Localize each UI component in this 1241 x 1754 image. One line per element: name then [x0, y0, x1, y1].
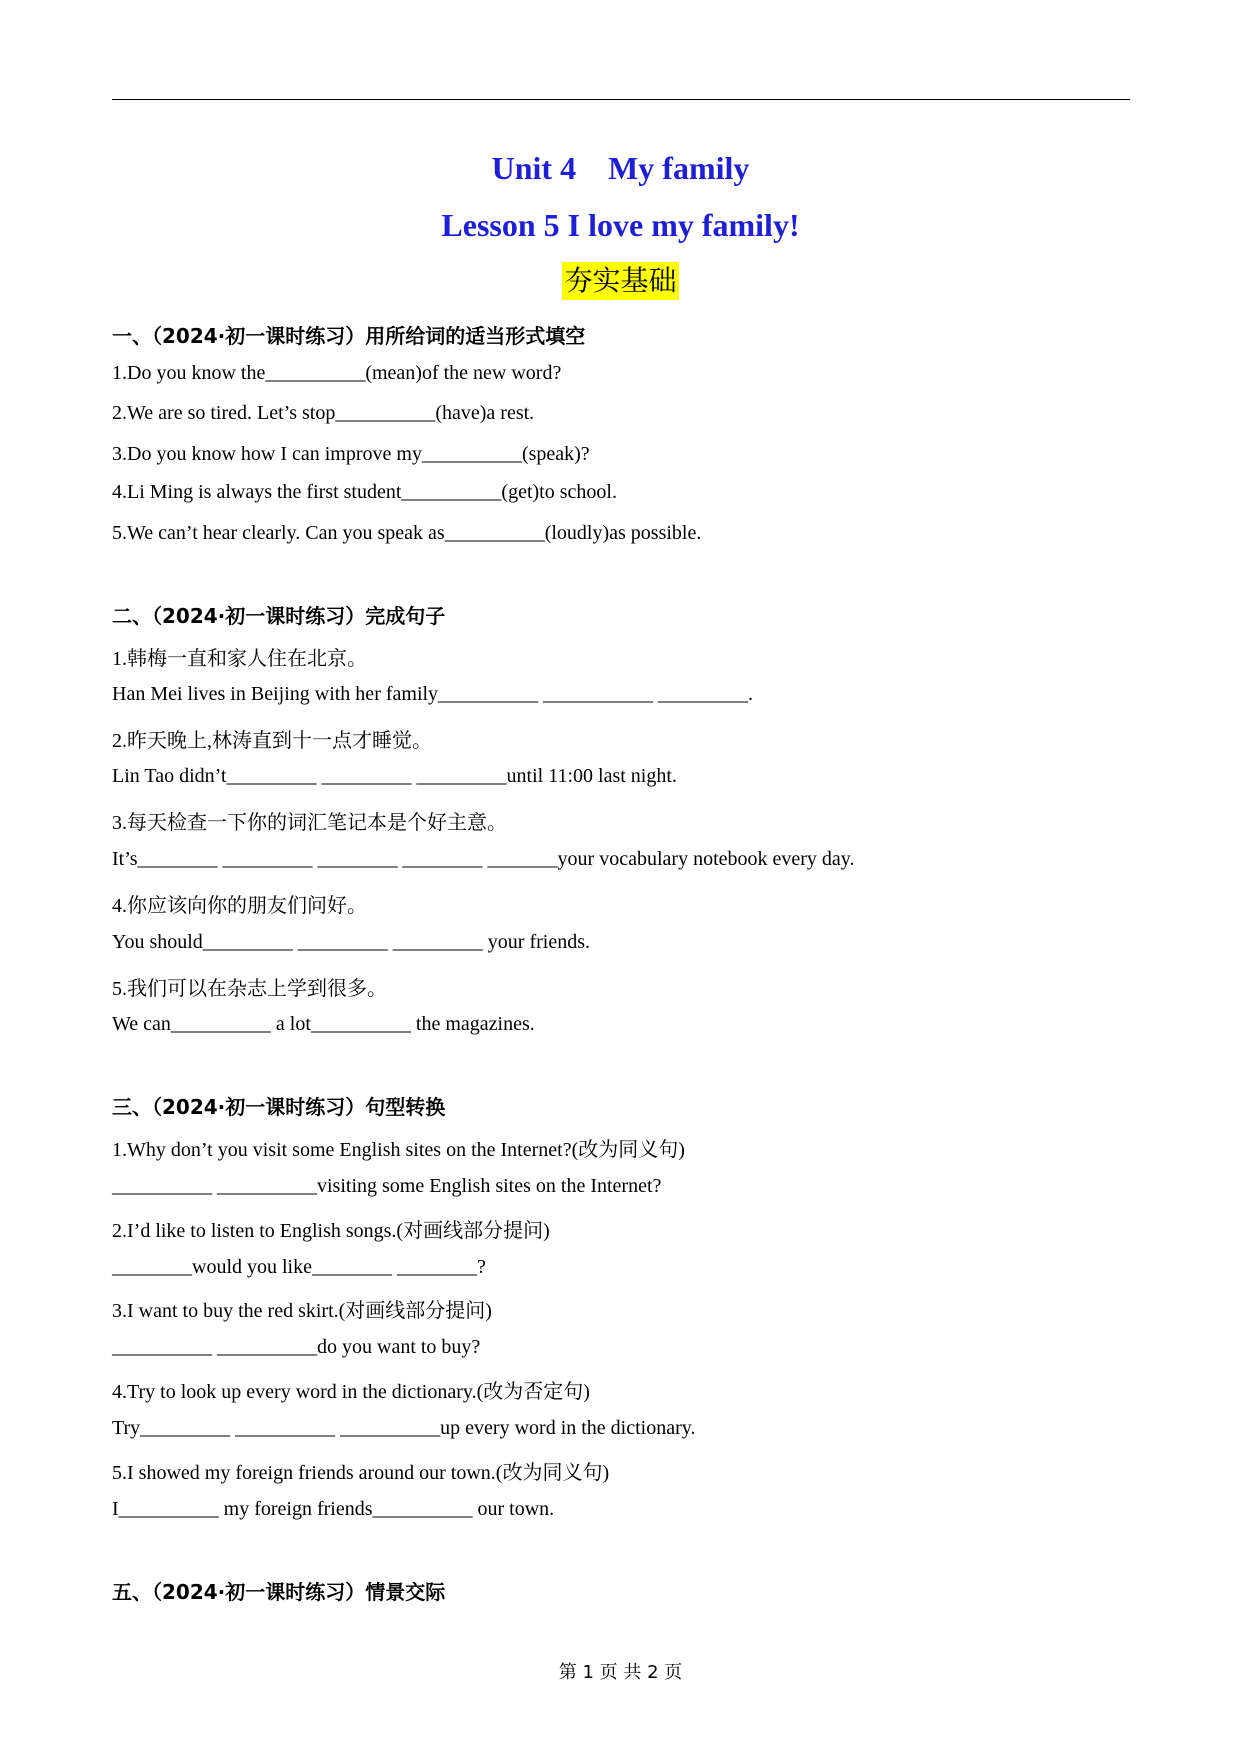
level-badge: 夯实基础 [562, 262, 678, 300]
exercise-line: 1.韩梅一直和家人住在北京。 [112, 648, 367, 670]
exercise-line: Han Mei lives in Beijing with her family__________ ___________ _________. [112, 683, 754, 705]
exercise-line: 3.I want to buy the red skirt.(对画线部分提问) [112, 1300, 492, 1322]
exercise-line: You should_________ _________ _________ your friends. [112, 931, 590, 953]
exercise-line: __________ __________visiting some English sites on the Internet? [112, 1175, 662, 1197]
exercise-line: 2.昨天晚上,林涛直到十一点才睡觉。 [112, 730, 432, 752]
exercise-line: It’s________ _________ ________ ________ _______your vocabulary notebook every day. [112, 848, 855, 870]
exercise-line: 1.Why don’t you visit some English sites on the Internet?(改为同义句) [112, 1139, 685, 1161]
section1-heading: 一、（2024·初一课时练习）用所给词的适当形式填空 [112, 324, 586, 348]
exercise-line: I__________ my foreign friends__________ our town. [112, 1498, 555, 1520]
exercise-line: ________would you like________ ________? [112, 1256, 486, 1278]
exercise-line: Try_________ __________ __________up every word in the dictionary. [112, 1417, 696, 1439]
exercise-line: 2.We are so tired. Let’s stop__________(have)a rest. [112, 402, 535, 424]
header-rule [112, 99, 1130, 100]
exercise-line: 4.Try to look up every word in the dictionary.(改为否定句) [112, 1381, 590, 1403]
exercise-line: Lin Tao didn’t_________ _________ _________until 11:00 last night. [112, 765, 677, 787]
lesson-title: Lesson 5 I love my family! [441, 207, 800, 243]
exercise-line: 5.We can’t hear clearly. Can you speak as__________(loudly)as possible. [112, 522, 702, 544]
exercise-line: We can__________ a lot__________ the magazines. [112, 1013, 535, 1035]
section2-heading: 二、（2024·初一课时练习）完成句子 [112, 604, 446, 628]
page-footer: 第 1 页 共 2 页 [558, 1662, 683, 1683]
exercise-line: 3.每天检查一下你的词汇笔记本是个好主意。 [112, 812, 507, 834]
exercise-line: 4.Li Ming is always the first student__________(get)to school. [112, 481, 617, 503]
section5-heading: 五、（2024·初一课时练习）情景交际 [112, 1580, 446, 1604]
exercise-line: 2.I’d like to listen to English songs.(对画线部分提问) [112, 1220, 550, 1242]
exercise-line: 3.Do you know how I can improve my__________(speak)? [112, 443, 590, 465]
exercise-line: 5.我们可以在杂志上学到很多。 [112, 978, 387, 1000]
exercise-line: __________ __________do you want to buy? [112, 1336, 481, 1358]
exercise-line: 1.Do you know the__________(mean)of the new word? [112, 362, 562, 384]
exercise-line: 4.你应该向你的朋友们问好。 [112, 895, 367, 917]
unit-title: Unit 4 My family [491, 150, 750, 186]
section3-heading: 三、（2024·初一课时练习）句型转换 [112, 1095, 446, 1119]
exercise-line: 5.I showed my foreign friends around our town.(改为同义句) [112, 1462, 610, 1484]
